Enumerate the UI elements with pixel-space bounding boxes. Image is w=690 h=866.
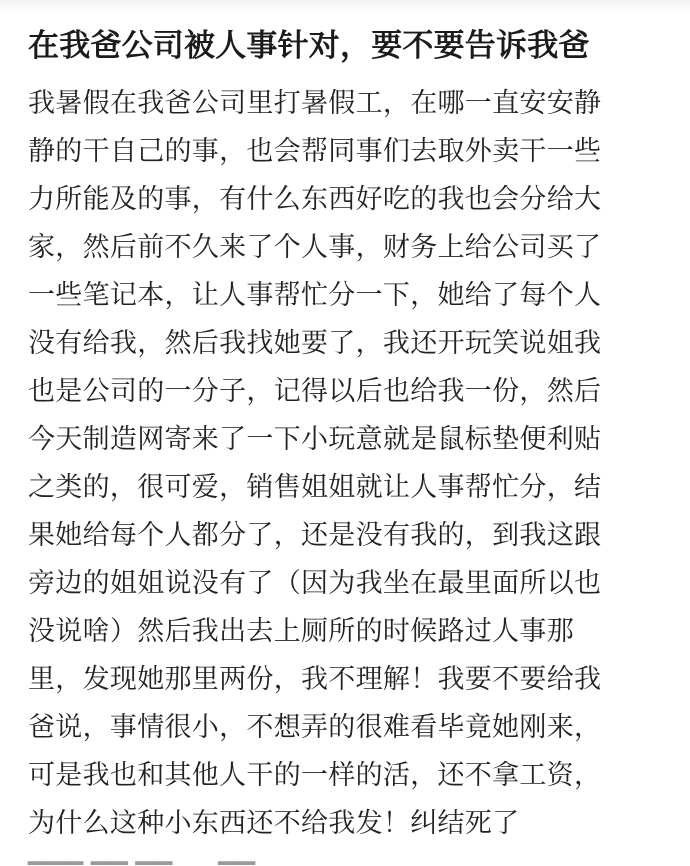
- post-body-line: 今天制造网寄来了一下小玩意就是鼠标垫便利贴: [28, 424, 602, 455]
- post-body-line: 之类的，很可爱，销售姐姐就让人事帮忙分，结: [28, 472, 602, 503]
- top-edge-divider: [0, 0, 690, 12]
- post-body-line: 也是公司的一分子，记得以后也给我一份，然后: [28, 376, 602, 407]
- post-title: 在我爸公司被人事针对，要不要告诉我爸: [28, 28, 590, 64]
- post-body-line: 家，然后前不久来了个人事，财务上给公司买了: [28, 232, 602, 263]
- post-body-line: 我暑假在我爸公司里打暑假工，在哪一直安安静: [28, 88, 602, 119]
- post-body-line: 没有给我，然后我找她要了，我还开玩笑说姐我: [28, 328, 602, 359]
- cutoff-footer-text: [28, 836, 288, 865]
- cutoff-footer-fragment: ▁▁▁ ▁▁ ▁▁ ▁▁: [28, 837, 256, 865]
- post-body-line: 爸说，事情很小，不想弄的很难看毕竟她刚来，: [28, 712, 602, 743]
- post-body-line: 可是我也和其他人干的一样的活，还不拿工资，: [28, 760, 602, 791]
- post-body-line: 里，发现她那里两份，我不理解！我要不要给我: [28, 664, 602, 695]
- post-body-line: 静的干自己的事，也会帮同事们去取外卖干一些: [28, 136, 602, 167]
- post-body-line: 力所能及的事，有什么东西好吃的我也会分给大: [28, 184, 602, 215]
- post-body-line: 没说啥）然后我出去上厕所的时候路过人事那: [28, 616, 574, 647]
- post-body-line: 一些笔记本，让人事帮忙分一下，她给了每个人: [28, 280, 602, 311]
- post-body-line: 果她给每个人都分了，还是没有我的，到我这跟: [28, 520, 602, 551]
- post-body: [28, 80, 668, 848]
- post-body-line: 旁边的姐姐说没有了（因为我坐在最里面所以也: [28, 568, 602, 599]
- post-body-line: 为什么这种小东西还不给我发！纠结死了: [28, 808, 520, 839]
